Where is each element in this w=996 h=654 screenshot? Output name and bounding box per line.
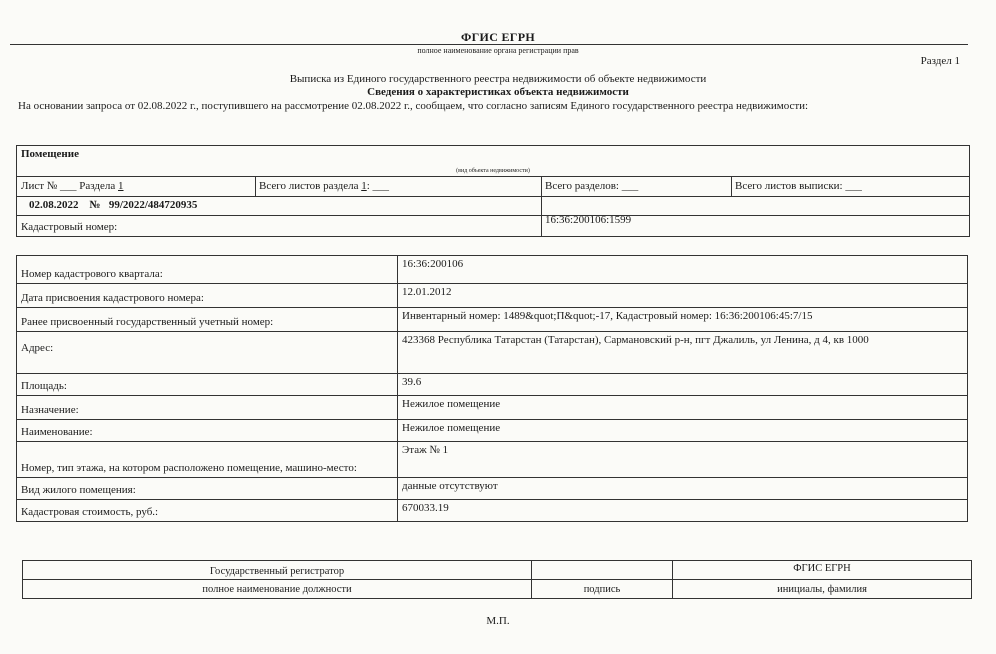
row-value: данные отсутствуют xyxy=(398,478,968,500)
signature-table xyxy=(22,560,972,599)
object-type: Помещение xyxy=(21,148,79,160)
registrar-org: ФГИС ЕГРН xyxy=(673,561,972,580)
divider xyxy=(541,195,542,236)
table-row xyxy=(17,374,968,396)
sheets-in-section xyxy=(259,180,389,192)
object-type-caption: (вид объекта недвижимости) xyxy=(456,168,530,174)
table-row xyxy=(17,442,968,478)
row-value: 423368 Республика Татарстан (Татарстан), Сармановский р-н, пгт Джалиль, ул Ленина, д 4, кв 1000 xyxy=(398,332,968,374)
extract-date-number xyxy=(29,199,197,211)
row-label: Адрес: xyxy=(17,332,398,374)
object-box xyxy=(16,145,970,237)
extract-subtitle: Сведения о характеристиках объекта недвижимости xyxy=(367,86,629,98)
sheets-in-section-value: 1 xyxy=(361,180,367,192)
row-value: 16:36:200106 xyxy=(398,256,968,284)
sheet-row xyxy=(17,176,969,197)
row-label: Вид жилого помещения: xyxy=(17,478,398,500)
extract-title: Выписка из Единого государственного реестра недвижимости об объекте недвижимости xyxy=(289,73,707,85)
row-value: Нежилое помещение xyxy=(398,396,968,420)
table-row xyxy=(17,284,968,308)
table-row xyxy=(17,396,968,420)
row-label: Кадастровая стоимость, руб.: xyxy=(17,500,398,522)
name-caption: инициалы, фамилия xyxy=(673,580,972,599)
signature-caption-row xyxy=(23,580,972,599)
total-sheets: Всего листов выписки: ___ xyxy=(735,180,862,192)
row-value: 39.6 xyxy=(398,374,968,396)
table-row xyxy=(17,500,968,522)
table-row xyxy=(17,420,968,442)
org-caption: полное наименование органа регистрации прав xyxy=(417,46,579,55)
row-label: Ранее присвоенный государственный учетный номер: xyxy=(17,308,398,332)
org-name: ФГИС ЕГРН xyxy=(461,30,535,44)
table-row xyxy=(17,332,968,374)
date-row xyxy=(17,196,969,216)
extract-number: 99/2022/484720935 xyxy=(108,199,198,211)
sign-caption: подпись xyxy=(532,580,673,599)
org-underline xyxy=(10,44,968,45)
sheets-in-section-tail: : ___ xyxy=(366,180,390,192)
divider xyxy=(255,177,256,196)
cadastral-value: 16:36:200106:1599 xyxy=(545,214,632,226)
table-row xyxy=(17,256,968,284)
number-label: № xyxy=(89,199,101,211)
row-value: 12.01.2012 xyxy=(398,284,968,308)
stamp-place: М.П. xyxy=(486,615,510,627)
object-type-row xyxy=(17,146,969,177)
row-value: Этаж № 1 xyxy=(398,442,968,478)
row-label: Дата присвоения кадастрового номера: xyxy=(17,284,398,308)
row-value: Инвентарный номер: 1489&quot;П&quot;-17, Кадастровый номер: 16:36:200106:45:7/15 xyxy=(398,308,968,332)
sheets-in-section-label: Всего листов раздела xyxy=(259,180,359,192)
section-label: Раздел 1 xyxy=(920,55,960,67)
divider xyxy=(541,177,542,196)
signature-row xyxy=(23,561,972,580)
row-label: Назначение: xyxy=(17,396,398,420)
row-label: Наименование: xyxy=(17,420,398,442)
row-value: 670033.19 xyxy=(398,500,968,522)
row-label: Площадь: xyxy=(17,374,398,396)
cadastral-label: Кадастровый номер: xyxy=(21,221,118,233)
sheet-info xyxy=(21,180,124,192)
registrar-title: Государственный регистратор xyxy=(23,561,532,580)
table-row xyxy=(17,308,968,332)
basis-text: На основании запроса от 02.08.2022 г., поступившего на рассмотрение 02.08.2022 г., сообщаем, что согласно записям Единого государственного реестра недвижимости: xyxy=(18,100,809,112)
signature-blank xyxy=(532,561,673,580)
characteristics-table xyxy=(16,255,968,522)
cadastral-row xyxy=(17,216,969,236)
row-label: Номер, тип этажа, на котором расположено помещение, машино-место: xyxy=(17,442,398,478)
row-value: Нежилое помещение xyxy=(398,420,968,442)
sheet-label: Лист № ___ Раздела xyxy=(21,180,116,192)
extract-date: 02.08.2022 xyxy=(29,199,79,211)
table-row xyxy=(17,478,968,500)
divider xyxy=(731,177,732,196)
sheet-section: 1 xyxy=(118,180,124,192)
row-label: Номер кадастрового квартала: xyxy=(17,256,398,284)
position-caption: полное наименование должности xyxy=(23,580,532,599)
total-sections: Всего разделов: ___ xyxy=(545,180,639,192)
